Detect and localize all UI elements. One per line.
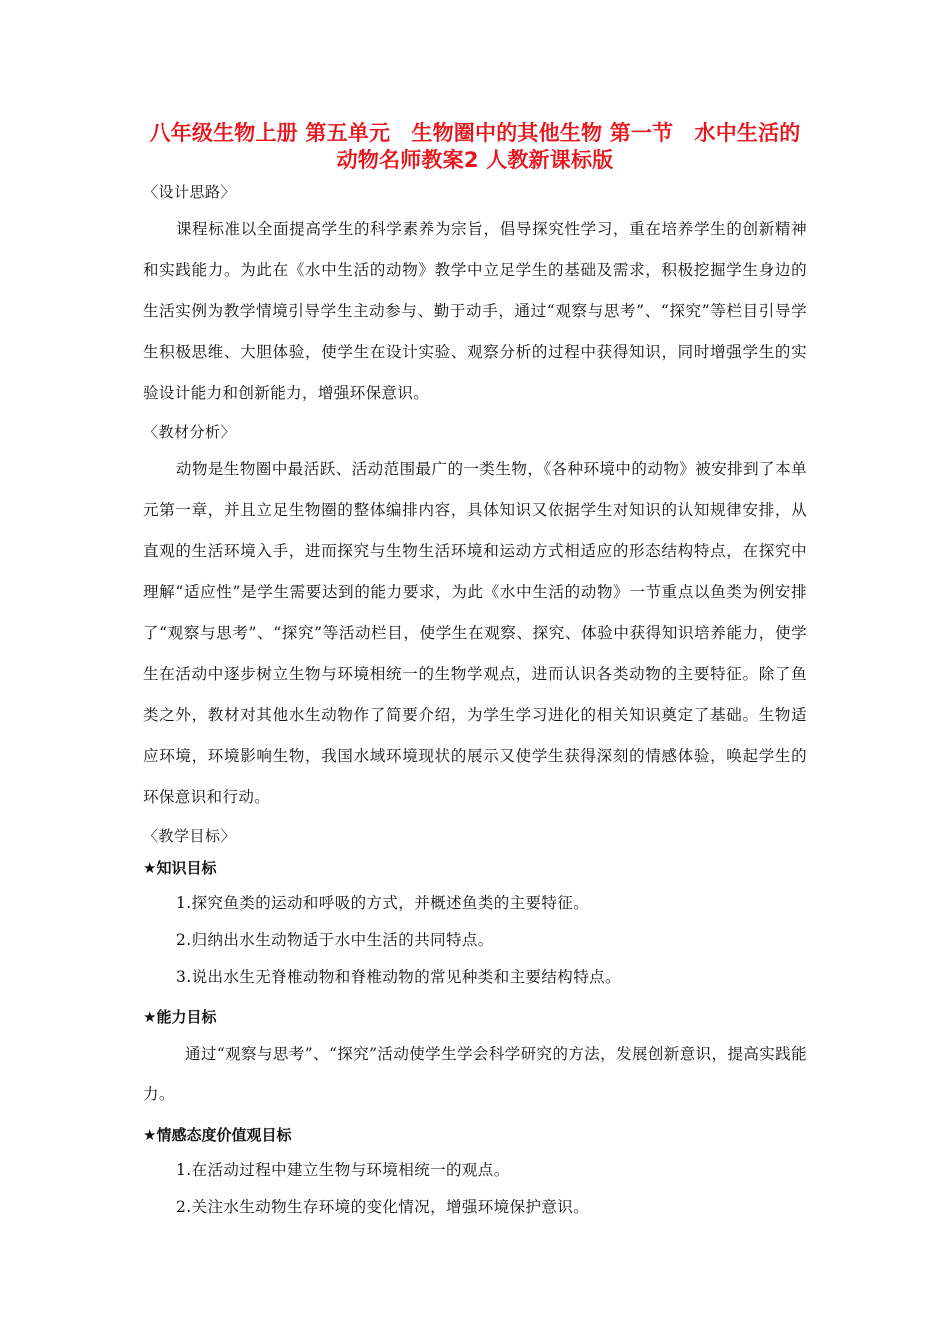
list-item: 3.说出水生无脊椎动物和脊椎动物的常见种类和主要结构特点。 — [176, 968, 621, 986]
heading-ability-goals: ★能力目标 — [143, 1008, 217, 1026]
document-page — [143, 120, 807, 1226]
paragraph-ability-goals: 通过“观察与思考”、“探究”活动使学生学会科学研究的方法，发展创新意识，提高实践能力。 — [143, 1045, 807, 1103]
paragraph-design-idea: 课程标准以全面提高学生的科学素养为宗旨，倡导探究性学习，重在培养学生的创新精神和实践能力。为此在《水中生活的动物》教学中立足学生的基础及需求，积极挖掘学生身边的生活实例为教学情境引导学生主动参与、勤于动手，通过“观察与思考”、“探究”等栏目引导学生积极思维、大胆体验，使学生在设计实验、观察分析的过程中获得知识，同时增强学生的实验设计能力和创新能力，增强环保意识。 — [143, 220, 807, 402]
list-item: 2.关注水生动物生存环境的变化情况，增强环境保护意识。 — [176, 1198, 590, 1216]
heading-emotion-goals: ★情感态度价值观目标 — [143, 1126, 292, 1144]
document-title: 八年级生物上册 第五单元 生物圈中的其他生物 第一节 水中生活的动物名师教案2 人教新课标版 — [149, 121, 801, 172]
section-label-design: 〈设计思路〉 — [143, 183, 237, 201]
section-label-textbook: 〈教材分析〉 — [143, 423, 237, 441]
section-label-goals: 〈教学目标〉 — [143, 827, 237, 845]
list-item: 2.归纳出水生动物适于水中生活的共同特点。 — [176, 931, 494, 949]
paragraph-textbook-analysis: 动物是生物圈中最活跃、活动范围最广的一类生物，《各种环境中的动物》被安排到了本单元第一章，并且立足生物圈的整体编排内容，具体知识又依据学生对知识的认知规律安排，从直观的生活环境入手，进而探究与生物生活环境和运动方式相适应的形态结构特点，在探究中理解“适应性”是学生需要达到的能力要求，为此《水中生活的动物》一节重点以鱼类为例安排了“观察与思考”、“探究”等活动栏目，使学生在观察、探究、体验中获得知识培养能力，使学生在活动中逐步树立生物与环境相统一的生物学观点，进而认识各类动物的主要特征。除了鱼类之外，教材对其他水生动物作了简要介绍，为学生学习进化的相关知识奠定了基础。生物适应环境，环境影响生物，我国水域环境现状的展示又使学生获得深刻的情感体验，唤起学生的环保意识和行动。 — [143, 460, 807, 806]
list-item: 1.探究鱼类的运动和呼吸的方式，并概述鱼类的主要特征。 — [176, 894, 590, 912]
heading-knowledge-goals: ★知识目标 — [143, 859, 217, 877]
list-item: 1.在活动过程中建立生物与环境相统一的观点。 — [176, 1161, 510, 1179]
